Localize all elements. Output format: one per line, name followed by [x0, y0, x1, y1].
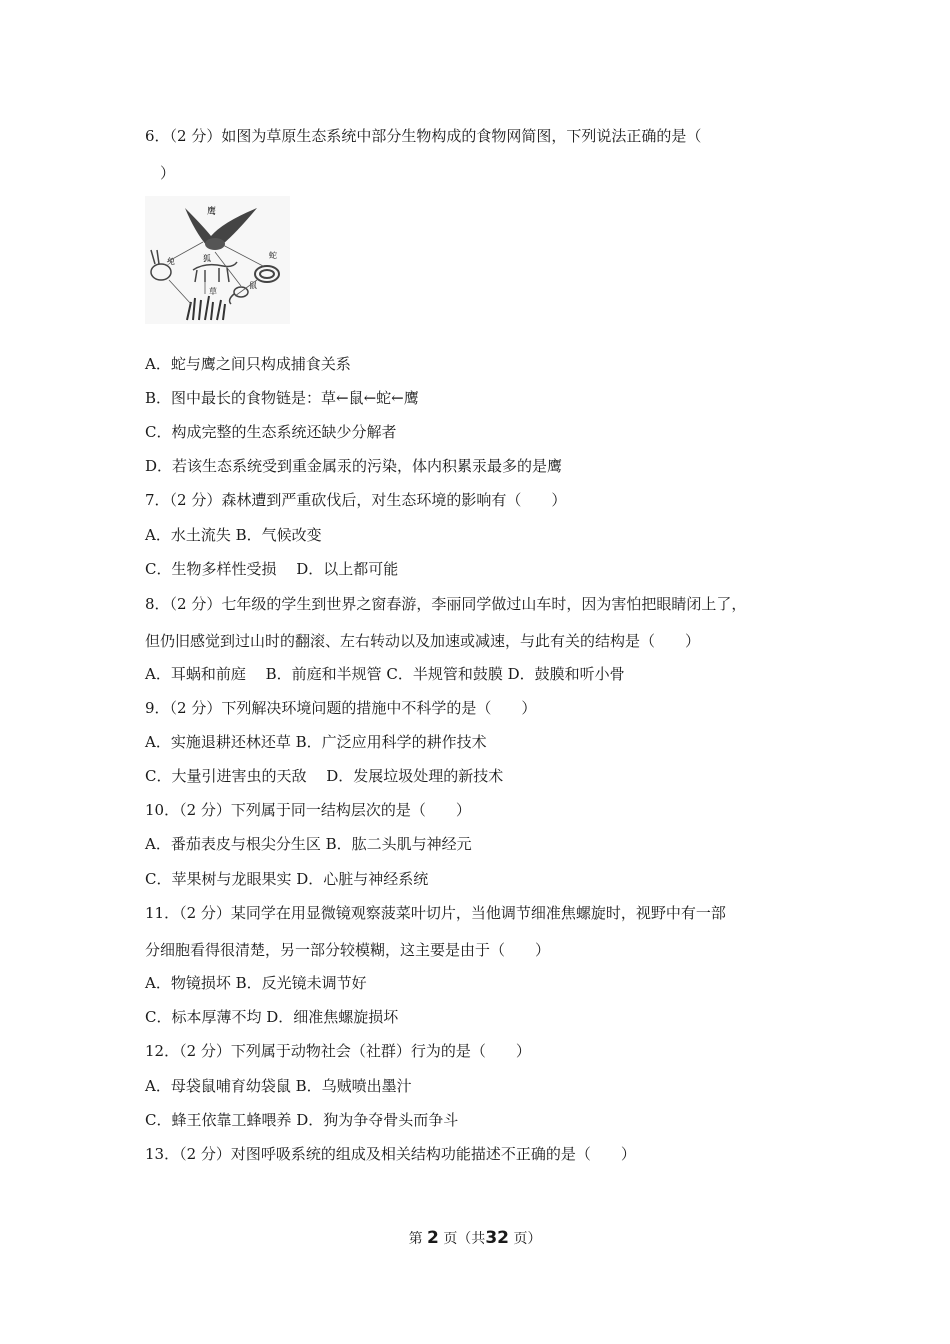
q10-stem: 10．（2 分）下列属于同一结构层次的是（ ）: [145, 801, 471, 819]
q9-options-ab: A．实施退耕还林还草 B．广泛应用科学的耕作技术: [145, 733, 487, 751]
q6-option-a: A．蛇与鹰之间只构成捕食关系: [145, 355, 351, 373]
q6-option-c: C．构成完整的生态系统还缺少分解者: [145, 423, 397, 441]
total-page-count: 32: [485, 1228, 509, 1248]
q8-stem-line1: 8．（2 分）七年级的学生到世界之窗春游，李丽同学做过山车时，因为害怕把眼睛闭上了，: [145, 595, 747, 613]
rabbit-label: 兔: [167, 257, 175, 266]
q8-stem-line2: 但仍旧感觉到过山时的翻滚、左右转动以及加速或减速，与此有关的结构是（ ）: [145, 632, 701, 650]
q6-stem-line2: ）: [160, 164, 176, 182]
q7-stem: 7．（2 分）森林遭到严重砍伐后，对生态环境的影响有（ ）: [145, 491, 567, 509]
footer-suffix: 页）: [513, 1231, 542, 1247]
q9-options-cd: C．大量引进害虫的天敌 D．发展垃圾处理的新技术: [145, 767, 504, 785]
q12-options-cd: C．蜂王依靠工蜂喂养 D．狗为争夺骨头而争斗: [145, 1111, 459, 1129]
q6-option-b: B．图中最长的食物链是：草←鼠←蛇←鹰: [145, 389, 419, 407]
q6-stem-line1: 6．（2 分）如图为草原生态系统中部分生物构成的食物网简图，下列说法正确的是（: [145, 127, 702, 145]
q11-stem-line2: 分细胞看得很清楚，另一部分较模糊，这主要是由于（ ）: [145, 941, 551, 959]
q13-stem: 13．（2 分）对图呼吸系统的组成及相关结构功能描述不正确的是（ ）: [145, 1145, 636, 1163]
q11-options-cd: C．标本厚薄不均 D．细准焦螺旋损坏: [145, 1008, 399, 1026]
grass-label: 草: [209, 287, 217, 296]
q10-options-cd: C．苹果树与龙眼果实 D．心脏与神经系统: [145, 870, 429, 888]
q11-options-ab: A．物镜损坏 B．反光镜未调节好: [145, 974, 367, 992]
eagle-label: 鹰: [207, 207, 217, 217]
q7-options-ab: A．水土流失 B．气候改变: [145, 526, 322, 544]
q12-options-ab: A．母袋鼠哺育幼袋鼠 B．乌贼喷出墨汁: [145, 1077, 412, 1095]
q10-options-ab: A．番茄表皮与根尖分生区 B．肱二头肌与神经元: [145, 835, 472, 853]
food-web-figure: [145, 196, 290, 324]
q12-stem: 12．（2 分）下列属于动物社会（社群）行为的是（ ）: [145, 1042, 531, 1060]
mouse-label: 鼠: [249, 281, 257, 290]
fox-label: 狐: [203, 254, 211, 263]
q11-stem-line1: 11．（2 分）某同学在用显微镜观察菠菜叶切片，当他调节细准焦螺旋时，视野中有一部: [145, 904, 726, 922]
footer-middle: 页（共: [443, 1231, 486, 1247]
snake-label: 蛇: [269, 251, 277, 260]
current-page-number: 2: [427, 1228, 439, 1248]
q9-stem: 9．（2 分）下列解决环境问题的措施中不科学的是（ ）: [145, 699, 537, 717]
q6-option-d: D．若该生态系统受到重金属汞的污染，体内积累汞最多的是鹰: [145, 457, 563, 475]
q7-options-cd: C．生物多样性受损 D．以上都可能: [145, 560, 399, 578]
q8-options: A．耳蜗和前庭 B．前庭和半规管 C．半规管和鼓膜 D．鼓膜和听小骨: [145, 665, 625, 683]
page-footer: [0, 1228, 950, 1249]
footer-prefix: 第: [408, 1231, 423, 1247]
